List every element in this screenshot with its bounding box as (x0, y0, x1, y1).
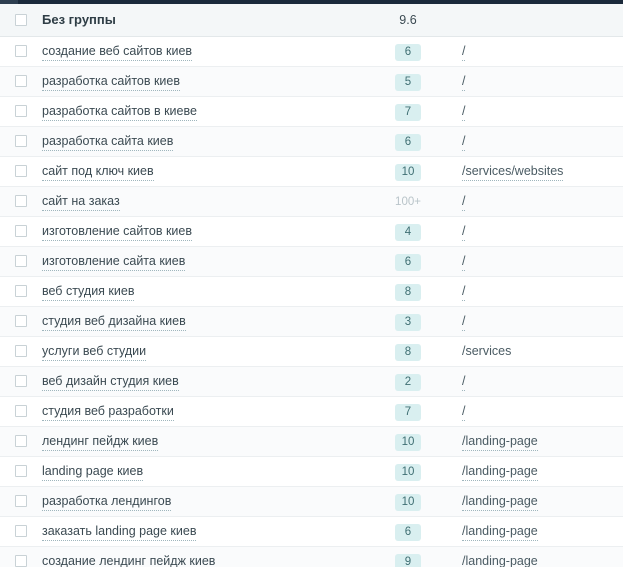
volume-badge: 100+ (395, 195, 421, 208)
row-select-checkbox[interactable] (15, 405, 27, 417)
url-cell[interactable] (462, 546, 623, 567)
url-cell[interactable] (462, 426, 623, 456)
table-row[interactable] (0, 36, 623, 66)
table-row[interactable] (0, 336, 623, 366)
row-checkbox-cell[interactable] (0, 516, 42, 546)
keyword-cell[interactable] (42, 66, 354, 96)
row-select-checkbox[interactable] (15, 495, 27, 507)
url-cell[interactable] (462, 336, 623, 366)
volume-badge: 5 (395, 74, 421, 91)
url-cell[interactable] (462, 36, 623, 66)
group-title: Без группы (42, 11, 116, 27)
keyword-text[interactable]: разработка сайта киев (42, 134, 173, 151)
keyword-cell[interactable] (42, 426, 354, 456)
volume-cell (354, 246, 462, 276)
keyword-cell[interactable] (42, 96, 354, 126)
keyword-cell[interactable] (42, 336, 354, 366)
keyword-cell[interactable] (42, 186, 354, 216)
keyword-text[interactable]: создание лендинг пейдж киев (42, 554, 215, 567)
keyword-cell[interactable] (42, 156, 354, 186)
row-checkbox-cell[interactable] (0, 366, 42, 396)
table-row[interactable] (0, 66, 623, 96)
keyword-text[interactable]: услуги веб студии (42, 344, 146, 361)
volume-cell (354, 456, 462, 486)
url-link[interactable]: /landing-page (462, 524, 538, 541)
keyword-text[interactable]: студия веб разработки (42, 404, 174, 421)
keyword-text[interactable]: разработка сайтов киев (42, 74, 180, 91)
table-row[interactable] (0, 456, 623, 486)
volume-cell (354, 396, 462, 426)
group-volume: 9.6 (399, 12, 417, 27)
keyword-text[interactable]: разработка сайтов в киеве (42, 104, 197, 121)
row-select-checkbox[interactable] (15, 315, 27, 327)
volume-badge: 10 (395, 494, 421, 511)
row-checkbox-cell[interactable] (0, 246, 42, 276)
url-link[interactable]: /services/websites (462, 164, 563, 181)
volume-cell (354, 336, 462, 366)
keyword-cell[interactable] (42, 366, 354, 396)
table-row[interactable] (0, 156, 623, 186)
url-cell[interactable] (462, 516, 623, 546)
url-cell[interactable] (462, 216, 623, 246)
url-cell[interactable] (462, 486, 623, 516)
volume-cell (354, 96, 462, 126)
table-row[interactable] (0, 396, 623, 426)
row-checkbox-cell[interactable] (0, 216, 42, 246)
volume-badge: 7 (395, 104, 421, 121)
row-checkbox-cell[interactable] (0, 486, 42, 516)
row-select-checkbox[interactable] (15, 285, 27, 297)
url-cell[interactable] (462, 156, 623, 186)
keyword-text[interactable]: заказать landing page киев (42, 524, 196, 541)
url-link[interactable]: / (462, 44, 465, 61)
volume-badge: 6 (395, 254, 421, 271)
url-cell[interactable] (462, 246, 623, 276)
row-select-checkbox[interactable] (15, 375, 27, 387)
row-select-checkbox[interactable] (15, 135, 27, 147)
url-link[interactable]: /landing-page (462, 494, 538, 511)
row-checkbox-cell[interactable] (0, 336, 42, 366)
row-select-checkbox[interactable] (15, 75, 27, 87)
url-cell[interactable] (462, 366, 623, 396)
volume-cell (354, 486, 462, 516)
table-row[interactable] (0, 366, 623, 396)
row-checkbox-cell[interactable] (0, 156, 42, 186)
url-link[interactable]: / (462, 74, 465, 91)
url-link[interactable]: / (462, 254, 465, 271)
keyword-text[interactable]: сайт на заказ (42, 194, 120, 211)
volume-cell (354, 126, 462, 156)
keyword-text[interactable]: веб дизайн студия киев (42, 374, 179, 391)
volume-badge: 8 (395, 284, 421, 301)
keyword-text[interactable]: сайт под ключ киев (42, 164, 154, 181)
keyword-text[interactable]: landing page киев (42, 464, 143, 481)
url-link[interactable]: / (462, 104, 465, 121)
url-link[interactable]: / (462, 134, 465, 151)
row-checkbox-cell[interactable] (0, 426, 42, 456)
group-select-checkbox[interactable] (15, 14, 27, 26)
volume-cell (354, 426, 462, 456)
url-cell[interactable] (462, 126, 623, 156)
group-header-row[interactable] (0, 4, 623, 36)
url-link[interactable]: / (462, 224, 465, 241)
row-select-checkbox[interactable] (15, 45, 27, 57)
volume-badge: 6 (395, 524, 421, 541)
keyword-text[interactable]: лендинг пейдж киев (42, 434, 158, 451)
volume-badge: 6 (395, 44, 421, 61)
table-row[interactable] (0, 546, 623, 567)
url-link[interactable]: /landing-page (462, 434, 538, 451)
keyword-cell[interactable] (42, 546, 354, 567)
row-select-checkbox[interactable] (15, 555, 27, 567)
row-select-checkbox[interactable] (15, 255, 27, 267)
keyword-cell[interactable] (42, 216, 354, 246)
row-select-checkbox[interactable] (15, 525, 27, 537)
volume-cell (354, 306, 462, 336)
group-title-cell (42, 4, 354, 36)
url-cell[interactable] (462, 306, 623, 336)
keyword-cell[interactable] (42, 456, 354, 486)
table-row[interactable] (0, 246, 623, 276)
table-row[interactable] (0, 126, 623, 156)
keyword-cell[interactable] (42, 306, 354, 336)
volume-badge: 10 (395, 434, 421, 451)
row-checkbox-cell[interactable] (0, 96, 42, 126)
volume-cell (354, 546, 462, 567)
keyword-text[interactable]: студия веб дизайна киев (42, 314, 186, 331)
url-cell[interactable] (462, 396, 623, 426)
table-row[interactable] (0, 96, 623, 126)
url-cell[interactable] (462, 96, 623, 126)
volume-cell (354, 36, 462, 66)
row-select-checkbox[interactable] (15, 105, 27, 117)
volume-badge: 3 (395, 314, 421, 331)
table-row[interactable] (0, 216, 623, 246)
row-checkbox-cell[interactable] (0, 36, 42, 66)
url-cell[interactable] (462, 456, 623, 486)
volume-cell (354, 216, 462, 246)
volume-badge: 9 (395, 554, 421, 567)
volume-cell (354, 366, 462, 396)
volume-cell (354, 186, 462, 216)
table-row[interactable] (0, 426, 623, 456)
row-checkbox-cell[interactable] (0, 396, 42, 426)
volume-badge: 8 (395, 344, 421, 361)
row-select-checkbox[interactable] (15, 195, 27, 207)
group-volume-cell (354, 4, 462, 36)
url-link[interactable]: /services (462, 344, 512, 358)
row-checkbox-cell[interactable] (0, 276, 42, 306)
table-row[interactable] (0, 186, 623, 216)
volume-badge: 6 (395, 134, 421, 151)
url-link[interactable]: /landing-page (462, 554, 538, 567)
volume-cell (354, 156, 462, 186)
url-cell[interactable] (462, 186, 623, 216)
url-cell[interactable] (462, 66, 623, 96)
row-select-checkbox[interactable] (15, 435, 27, 447)
volume-badge: 7 (395, 404, 421, 421)
volume-badge: 10 (395, 164, 421, 181)
row-checkbox-cell[interactable] (0, 456, 42, 486)
keyword-cell[interactable] (42, 36, 354, 66)
keyword-cell[interactable] (42, 396, 354, 426)
keyword-text[interactable]: изготовление сайта киев (42, 254, 185, 271)
url-link[interactable]: / (462, 194, 465, 211)
url-link[interactable]: / (462, 404, 465, 421)
row-select-checkbox[interactable] (15, 465, 27, 477)
keyword-text[interactable]: разработка лендингов (42, 494, 171, 511)
keyword-text[interactable]: веб студия киев (42, 284, 134, 301)
keywords-table (0, 4, 623, 567)
row-checkbox-cell[interactable] (0, 66, 42, 96)
group-checkbox-cell[interactable] (0, 4, 42, 36)
url-link[interactable]: / (462, 374, 465, 391)
url-cell[interactable] (462, 276, 623, 306)
row-checkbox-cell[interactable] (0, 306, 42, 336)
url-link[interactable]: /landing-page (462, 464, 538, 481)
keyword-cell[interactable] (42, 516, 354, 546)
table-row[interactable] (0, 306, 623, 336)
keyword-cell[interactable] (42, 126, 354, 156)
url-link[interactable]: / (462, 284, 465, 301)
keyword-cell[interactable] (42, 276, 354, 306)
row-select-checkbox[interactable] (15, 225, 27, 237)
row-checkbox-cell[interactable] (0, 546, 42, 567)
table-row[interactable] (0, 486, 623, 516)
keyword-text[interactable]: создание веб сайтов киев (42, 44, 192, 61)
row-checkbox-cell[interactable] (0, 186, 42, 216)
group-url-cell (462, 4, 623, 36)
table-row[interactable] (0, 276, 623, 306)
row-select-checkbox[interactable] (15, 345, 27, 357)
volume-badge: 10 (395, 464, 421, 481)
volume-cell (354, 66, 462, 96)
volume-badge: 4 (395, 224, 421, 241)
row-select-checkbox[interactable] (15, 165, 27, 177)
top-bar-accent (0, 0, 18, 4)
keyword-text[interactable]: изготовление сайтов киев (42, 224, 192, 241)
url-link[interactable]: / (462, 314, 465, 331)
volume-cell (354, 516, 462, 546)
keywords-table-body (0, 4, 623, 567)
keyword-cell[interactable] (42, 246, 354, 276)
row-checkbox-cell[interactable] (0, 126, 42, 156)
volume-badge: 2 (395, 374, 421, 391)
table-row[interactable] (0, 516, 623, 546)
volume-cell (354, 276, 462, 306)
keyword-cell[interactable] (42, 486, 354, 516)
